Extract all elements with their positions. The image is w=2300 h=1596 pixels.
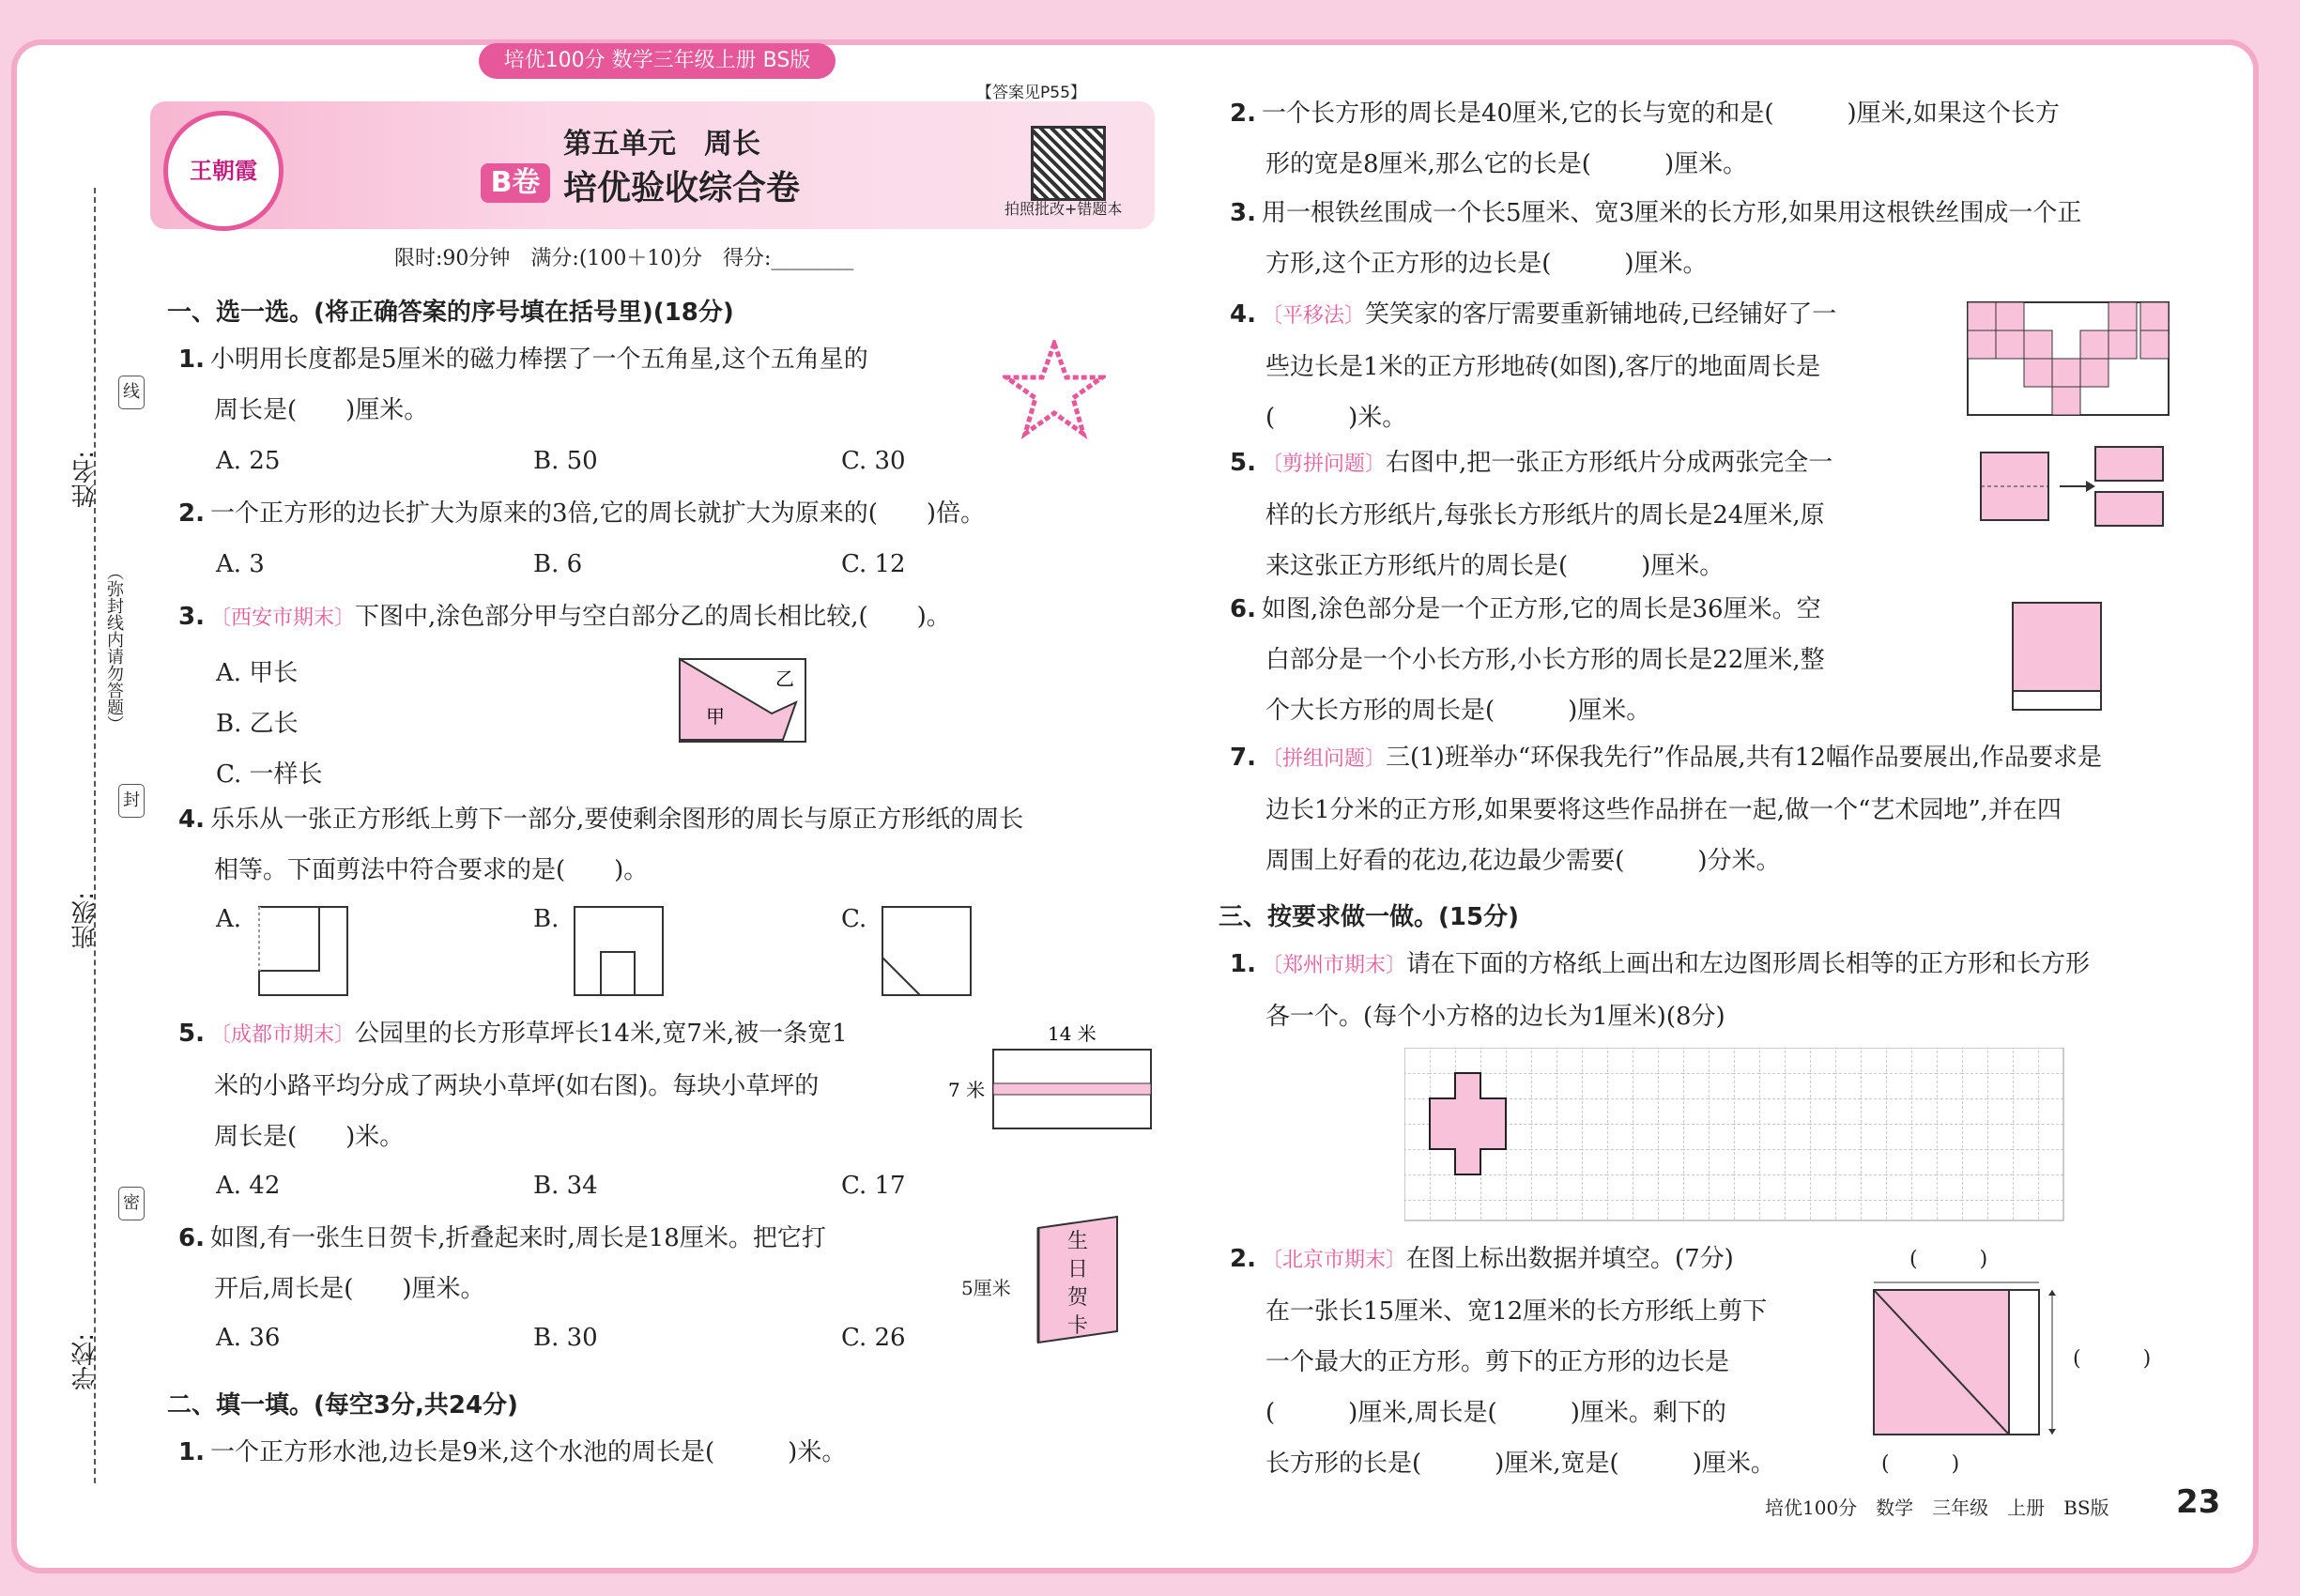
question-text: 公园里的长方形草坪长14米,宽7米,被一条宽1 xyxy=(354,1020,848,1048)
rect-square-figure xyxy=(2011,601,2103,714)
question-text: 各一个。(每个小方格的边长为1厘米)(8分) xyxy=(1265,1003,1725,1031)
question-text: 用一根铁丝围成一个长5厘米、宽3厘米的长方形,如果用这根铁丝围成一个正 xyxy=(1261,199,2082,227)
lawn-length-label: 14 米 xyxy=(1048,1022,1096,1045)
question-number: 1. xyxy=(178,345,205,374)
question-text: 笑笑家的客厅需要重新铺地砖,已经铺好了一 xyxy=(1364,300,1837,329)
question-text: 如图,有一张生日贺卡,折叠起来时,周长是18厘米。把它打 xyxy=(209,1224,826,1252)
question-text: 白部分是一个小长方形,小长方形的周长是22厘米,整 xyxy=(1265,646,1825,674)
question-number: 5. xyxy=(1230,449,1256,477)
question-text: 一个长方形的周长是40厘米,它的长与宽的和是( )厘米,如果这个长方 xyxy=(1261,100,2060,128)
option-b[interactable]: B. 30 xyxy=(533,1324,598,1352)
question-1-1 xyxy=(178,334,868,436)
question-1-5 xyxy=(178,1008,848,1162)
exam-limit-info: 限时:90分钟 满分:(100＋10)分 得分:________ xyxy=(394,247,854,270)
qr-label: 拍照批改+错题本 xyxy=(1004,200,1123,218)
question-number: 3. xyxy=(178,603,205,631)
question-text: 下图中,涂色部分甲与空白部分乙的周长相比较,( )。 xyxy=(354,603,951,631)
brand-logo: 王朝霞 xyxy=(163,111,284,231)
source-tag: 〔郑州市期末〕 xyxy=(1261,954,1406,977)
question-text: ( )米。 xyxy=(1265,404,1407,432)
dim-blank-bottom[interactable]: ( ) xyxy=(1881,1452,1960,1476)
question-text: 方形,这个正方形的边长是( )厘米。 xyxy=(1265,250,1708,278)
class-label: 班级: xyxy=(71,892,100,949)
question-2-7 xyxy=(1230,732,2102,886)
question-text: 个大长方形的周长是( )厘米。 xyxy=(1265,697,1651,725)
section-2-title: 二、填一填。(每空3分,共24分) xyxy=(167,1391,518,1420)
option-c[interactable]: C. 一样长 xyxy=(216,760,323,789)
fig-label-jia: 甲 xyxy=(706,705,725,728)
section-1-title: 一、选一选。(将正确答案的序号填在括号里)(18分) xyxy=(167,299,734,327)
grid-paper[interactable] xyxy=(1404,1048,2065,1222)
lawn-width-label: 7 米 xyxy=(948,1079,986,1101)
binding-seal-mark: 封 xyxy=(118,784,145,818)
option-a[interactable]: A. 25 xyxy=(216,447,281,475)
option-a[interactable]: A. 甲长 xyxy=(216,659,299,687)
question-text: 开后,周长是( )厘米。 xyxy=(214,1275,485,1303)
question-number: 2. xyxy=(178,499,205,528)
question-number: 6. xyxy=(1230,595,1256,623)
question-text: 在图上标出数据并填空。(7分) xyxy=(1405,1245,1734,1273)
name-label: 姓名: xyxy=(71,451,100,508)
question-number: 6. xyxy=(178,1224,205,1252)
option-c[interactable]: C. 17 xyxy=(841,1172,906,1200)
binding-line-mark: 线 xyxy=(118,376,145,409)
question-number: 3. xyxy=(1230,199,1256,227)
question-text: 边长1分米的正方形,如果要将这些作品拼在一起,做一个“艺术园地”,并在四 xyxy=(1265,796,2062,824)
dim-blank-right[interactable]: ( ) xyxy=(2073,1347,2152,1371)
source-tag: 〔西安市期末〕 xyxy=(209,606,355,630)
star-figure xyxy=(1003,340,1106,443)
question-2-5 xyxy=(1230,437,1832,591)
floor-tiles-figure xyxy=(1966,300,2170,419)
question-1-6 xyxy=(178,1213,826,1314)
page-number: 23 xyxy=(2176,1483,2221,1521)
question-text: 来这张正方形纸片的周长是( )厘米。 xyxy=(1265,552,1725,580)
question-number: 4. xyxy=(1230,300,1256,329)
question-number: 2. xyxy=(1230,100,1256,128)
option-c[interactable]: C. 12 xyxy=(841,550,906,578)
cut-square-figure xyxy=(1872,1277,2060,1446)
question-3-2 xyxy=(1230,1234,1775,1489)
option-a[interactable]: A. 3 xyxy=(216,550,265,578)
question-2-1 xyxy=(178,1427,846,1478)
card-text: 生日贺卡 xyxy=(1066,1230,1088,1338)
question-1-3 xyxy=(178,591,951,644)
question-text: 一个最大的正方形。剪下的正方形的边长是 xyxy=(1265,1348,1730,1376)
question-text: 请在下面的方格纸上画出和左边图形周长相等的正方形和长方形 xyxy=(1405,950,2090,978)
question-text: 一个正方形的边长扩大为原来的3倍,它的周长就扩大为原来的( )倍。 xyxy=(209,499,986,528)
fig-label-yi: 乙 xyxy=(775,668,794,690)
question-text: 乐乐从一张正方形纸上剪下一部分,要使剩余图形的周长与原正方形纸的周长 xyxy=(209,806,1024,834)
question-text: 长方形的长是( )厘米,宽是( )厘米。 xyxy=(1265,1450,1775,1478)
question-number: 4. xyxy=(178,806,205,834)
binding-dashed-line xyxy=(94,188,96,1483)
question-2-6 xyxy=(1230,584,1825,736)
question-text: 米的小路平均分成了两块小草坪(如右图)。每块小草坪的 xyxy=(214,1072,820,1100)
option-c[interactable]: C. xyxy=(841,905,867,933)
dim-blank-top[interactable]: ( ) xyxy=(1909,1248,1988,1271)
question-text: 一个正方形水池,边长是9米,这个水池的周长是( )米。 xyxy=(209,1438,847,1466)
question-text: 相等。下面剪法中符合要求的是( )。 xyxy=(214,856,649,884)
question-number: 5. xyxy=(178,1020,205,1048)
question-text: ( )厘米,周长是( )厘米。剩下的 xyxy=(1265,1399,1726,1427)
question-number: 1. xyxy=(1230,950,1256,978)
option-a[interactable]: A. 42 xyxy=(216,1172,281,1200)
source-tag: 〔北京市期末〕 xyxy=(1261,1249,1406,1272)
cut-figure-a xyxy=(257,905,351,999)
answer-reference: 【答案见P55】 xyxy=(976,84,1086,102)
option-b[interactable]: B. 6 xyxy=(533,550,583,578)
question-text: 些边长是1米的正方形地砖(如图),客厅的地面周长是 xyxy=(1265,353,1821,381)
option-c[interactable]: C. 30 xyxy=(841,447,906,475)
qr-code-icon[interactable] xyxy=(1031,126,1106,201)
source-tag: 〔平移法〕 xyxy=(1261,304,1365,328)
question-2-2 xyxy=(1230,88,2060,190)
question-text: 样的长方形纸片,每张长方形纸片的周长是24厘米,原 xyxy=(1265,501,1825,529)
school-label: 学校: xyxy=(71,1333,100,1390)
option-b[interactable]: B. 34 xyxy=(533,1172,598,1200)
option-b[interactable]: B. 50 xyxy=(533,447,598,475)
top-badge: 培优100分 数学三年级上册 BS版 xyxy=(479,43,836,79)
question-text: 周长是( )米。 xyxy=(214,1123,405,1151)
question-number: 2. xyxy=(1230,1245,1256,1273)
unit-title: 第五单元 周长 xyxy=(563,128,760,161)
question-number: 1. xyxy=(178,1438,205,1466)
question-2-4 xyxy=(1230,289,1836,443)
option-b[interactable]: B. 乙长 xyxy=(216,710,299,738)
section-3-title: 三、按要求做一做。(15分) xyxy=(1219,903,1519,931)
lawn-figure xyxy=(948,1021,1155,1138)
source-tag: 〔拼组问题〕 xyxy=(1261,747,1386,771)
question-1-4 xyxy=(178,794,1023,896)
question-number: 7. xyxy=(1230,744,1256,772)
binding-dense-mark: 密 xyxy=(118,1187,145,1220)
question-text: 周围上好看的花边,花边最少需要( )分米。 xyxy=(1265,847,1781,875)
paper-header xyxy=(150,101,1155,229)
card-label: 5厘米 xyxy=(961,1277,1011,1299)
page-footer: 培优100分 数学 三年级 上册 BS版 xyxy=(1765,1496,2109,1519)
question-text: 三(1)班举办“环保我先行”作品展,共有12幅作品要展出,作品要求是 xyxy=(1385,744,2103,772)
option-b[interactable]: B. xyxy=(533,905,560,933)
question-text: 在一张长15厘米、宽12厘米的长方形纸上剪下 xyxy=(1265,1297,1768,1326)
binding-note: （弥封线内请勿答题） xyxy=(104,563,124,732)
question-text: 如图,涂色部分是一个正方形,它的周长是36厘米。空 xyxy=(1261,595,1821,623)
option-c[interactable]: C. 26 xyxy=(841,1324,906,1352)
jia-yi-figure xyxy=(678,657,809,747)
volume-badge: B卷 xyxy=(481,163,550,203)
question-text: 形的宽是8厘米,那么它的长是( )厘米。 xyxy=(1265,150,1748,178)
question-text: 周长是( )厘米。 xyxy=(214,396,429,424)
question-2-3 xyxy=(1230,188,2081,289)
square-split-figure xyxy=(1979,445,2167,529)
paper-title: 培优验收综合卷 xyxy=(563,169,801,207)
question-text: 右图中,把一张正方形纸片分成两张完全一 xyxy=(1385,449,1833,477)
source-tag: 〔剪拼问题〕 xyxy=(1261,453,1386,476)
cut-figure-c xyxy=(881,905,974,999)
source-tag: 〔成都市期末〕 xyxy=(209,1023,355,1047)
option-a[interactable]: A. 36 xyxy=(216,1324,281,1352)
question-3-1 xyxy=(1230,939,2090,1042)
cut-figure-b xyxy=(573,905,667,999)
question-1-2 xyxy=(178,488,985,539)
question-text: 小明用长度都是5厘米的磁力棒摆了一个五角星,这个五角星的 xyxy=(209,345,868,374)
option-a[interactable]: A. xyxy=(216,905,242,933)
